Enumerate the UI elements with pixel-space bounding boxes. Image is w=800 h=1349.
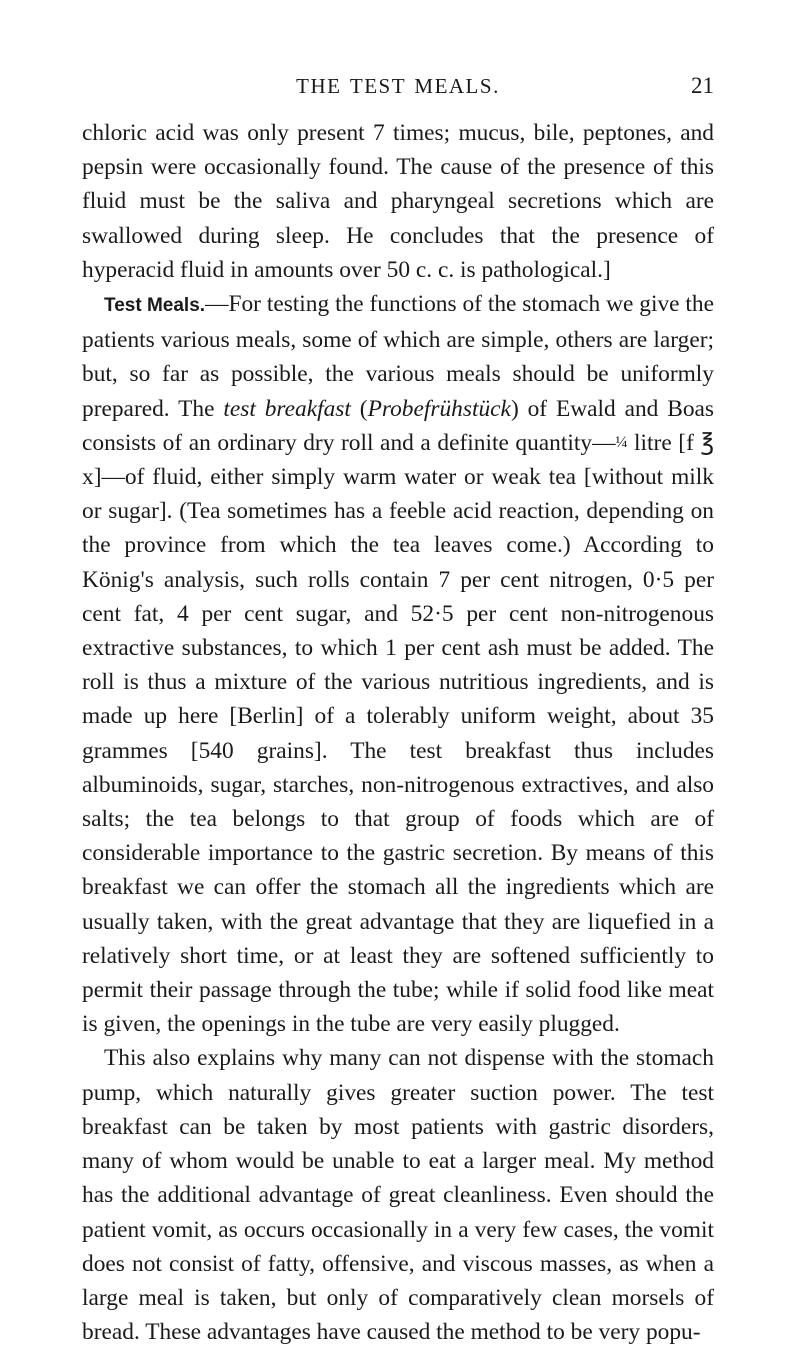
- section-heading-test-meals: Test Meals.: [104, 295, 206, 317]
- book-page: [82, 66, 714, 1349]
- paragraph-text: —For testing the functions of the stomach we give the patients various meals, some of which are simple, others are larger; but, so far as possible, the various meals should be uniformly prepared. The: [82, 291, 714, 422]
- paragraph-continued: chloric acid was only present 7 times; mucus, bile, peptones, and pepsin were occasionally found. The cause of the presence of this fluid must be the saliva and pharyngeal secretions which are swallowed during sleep. He concludes that the presence of hyperacid fluid in amounts over 50 c. c. is pathological.]: [82, 120, 714, 283]
- paragraph-text: ) of Ewald and Boas consists of an ordinary dry roll and a definite quantity—: [82, 395, 715, 456]
- paragraph-text: (: [350, 395, 368, 422]
- fraction-quarter: ¼: [615, 433, 628, 451]
- italic-term-german: Probefrühstück: [367, 395, 511, 422]
- italic-term-test-breakfast: test breakfast: [223, 395, 351, 422]
- paragraph-stomach-pump: This also explains why many can not dispense with the stomach pump, which naturally gives greater suction power. The test breakfast can be taken by most patients with gastric disorders, many of whom would be unable to eat a larger meal. My method has the additional advantage of great cleanliness. Even should the patient vomit, as occurs occasionally in a very few cases, the vomit does not consist of fatty, offensive, and viscous masses, as when a large meal is taken, but only of comparatively clean morsels of bread. These advantages have caused the method to be very popu-: [82, 1045, 714, 1346]
- running-title: THE TEST MEALS.: [296, 74, 500, 98]
- page-number: 21: [691, 73, 714, 98]
- page-header: [82, 66, 714, 106]
- body-text: [82, 116, 714, 1349]
- paragraph-text: litre [f ℥ x]—of fluid, either simply warm water or weak tea [without milk or sugar]. (Tea sometimes has a feeble acid reaction, depending on the province from which the tea leaves come.) According to König's analysis, such rolls contain 7 per cent nitrogen, 0·5 per cent fat, 4 per cent sugar, and 52·5 per cent non-nitrogenous extractive substances, to which 1 per cent ash must be added. The roll is thus a mixture of the various nutritious ingredients, and is made up here [Berlin] of a tolerably uniform weight, about 35 grammes [540 grains]. The test breakfast thus includes albuminoids, sugar, starches, non-nitrogenous extractives, and also salts; the tea belongs to that group of foods which are of considerable importance to the gastric secretion. By means of this breakfast we can offer the stomach all the ingredients which are usually taken, with the great advantage that they are liquefied in a relatively short time, or at least they are softened sufficiently to permit their passage through the tube; while if solid food like meat is given, the openings in the tube are very easily plugged.: [82, 429, 714, 1038]
- paragraph-test-meals: [82, 287, 714, 1041]
